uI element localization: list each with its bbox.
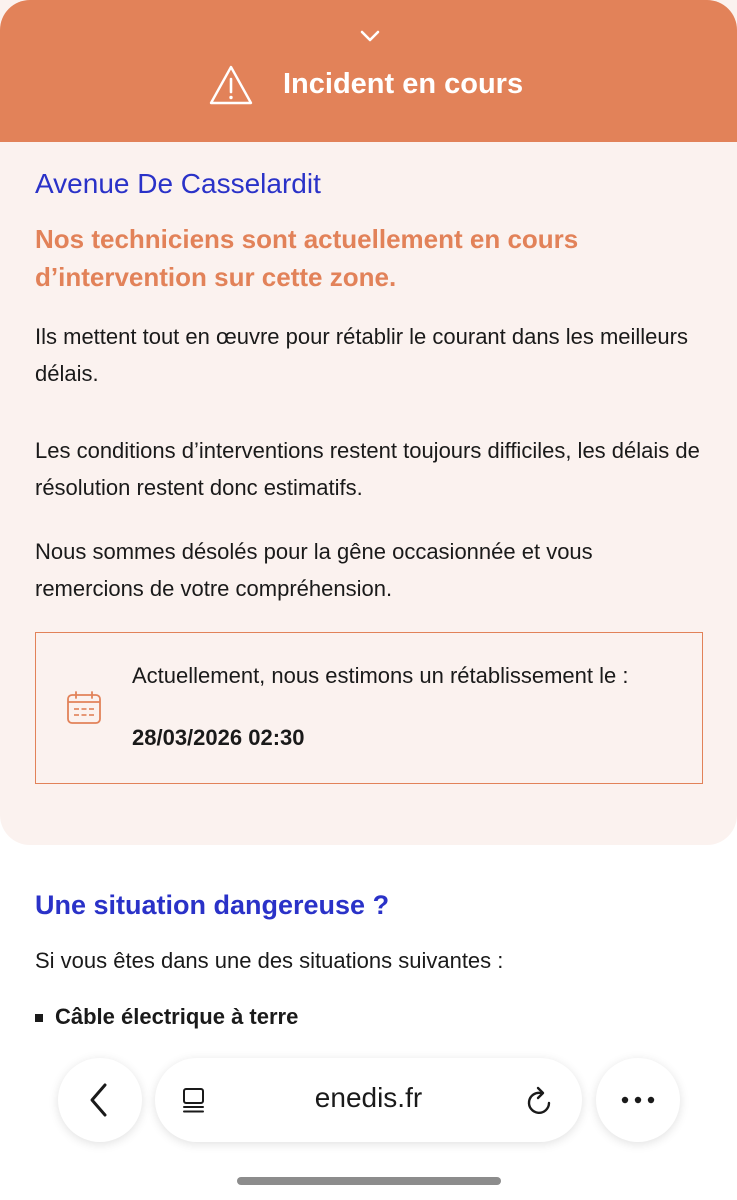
incident-header	[0, 0, 737, 142]
home-indicator[interactable]	[237, 1177, 501, 1185]
danger-item-label: Câble électrique à terre	[55, 1004, 299, 1029]
restoration-estimate-box	[35, 632, 703, 784]
bullet-icon	[35, 1014, 43, 1022]
estimate-date: 28/03/2026 02:30	[132, 725, 305, 750]
warning-icon	[208, 64, 254, 106]
reload-icon[interactable]	[525, 1084, 555, 1116]
more-button[interactable]	[596, 1058, 680, 1142]
estimate-label: Actuellement, nous estimons un rétablissement le :	[132, 663, 629, 688]
url-text[interactable]: enedis.fr	[314, 1082, 423, 1113]
back-button[interactable]	[58, 1058, 142, 1142]
calendar-icon	[66, 690, 102, 726]
danger-section-title: Une situation dangereuse ?	[35, 890, 390, 920]
danger-intro: Si vous êtes dans une des situations suivantes :	[35, 948, 504, 973]
more-icon	[596, 1058, 680, 1142]
incident-title: Incident en cours	[283, 68, 524, 100]
chevron-down-icon[interactable]	[358, 26, 382, 46]
info-paragraph-3: Nous sommes désolés pour la gêne occasionnée et vous remercions de votre compréhension.	[35, 539, 593, 601]
incident-header-row	[0, 60, 737, 110]
address-bar[interactable]	[155, 1058, 582, 1142]
street-name: Avenue De Casselardit	[35, 168, 321, 199]
info-paragraph-1: Ils mettent tout en œuvre pour rétablir le courant dans les meilleurs délais.	[35, 324, 688, 386]
chevron-left-icon	[58, 1058, 142, 1142]
technicians-message: Nos techniciens sont actuellement en cours d’intervention sur cette zone.	[35, 224, 579, 292]
info-paragraph-2: Les conditions d’interventions restent toujours difficiles, les délais de résolution restent donc estimatifs.	[35, 438, 700, 500]
